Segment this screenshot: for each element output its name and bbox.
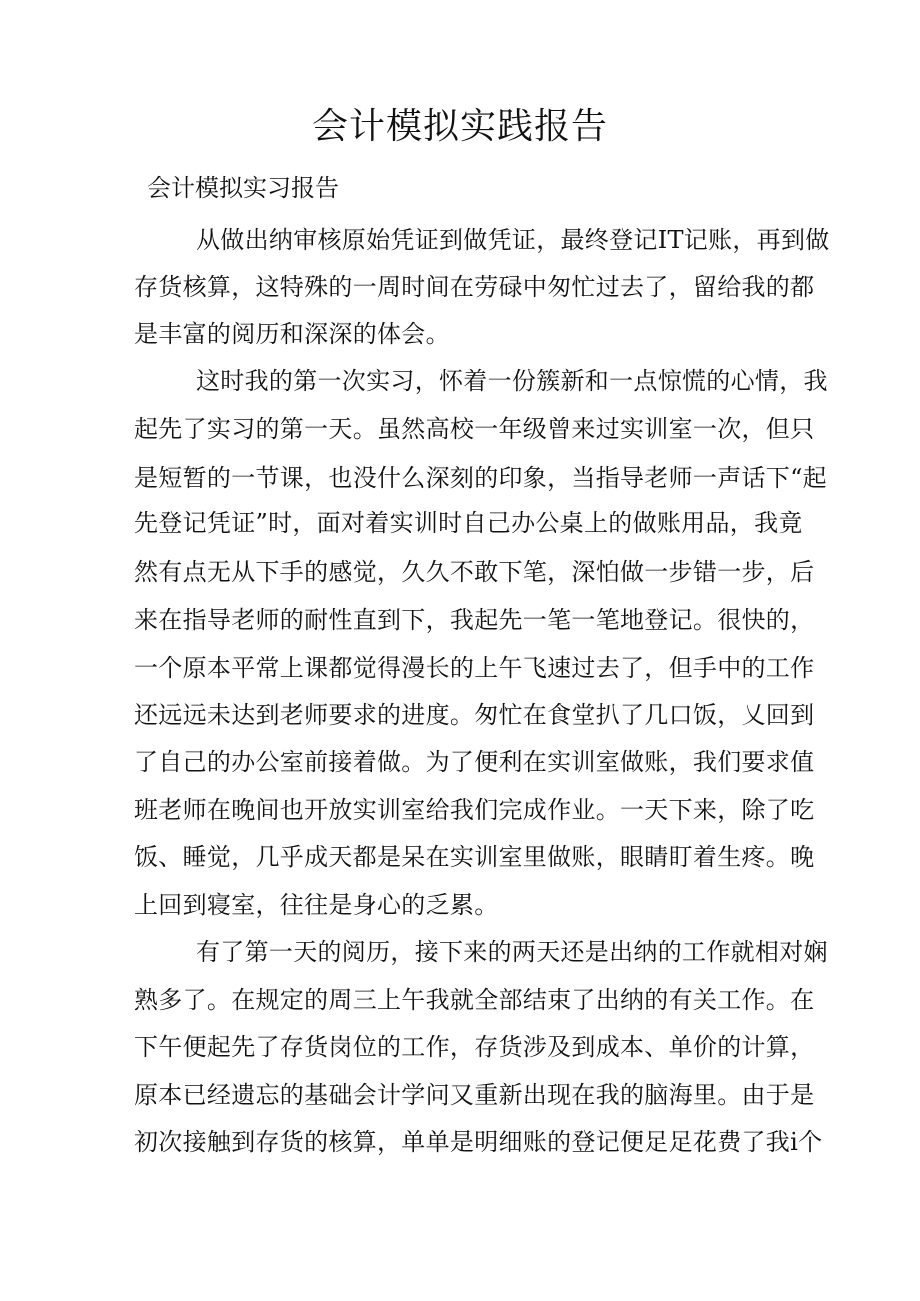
text-line: 一个原本平常上课都觉得漫长的上午飞速过去了，但手中的工作 <box>134 654 815 682</box>
text-line: 有了第一天的阅历，接下来的两天还是出纳的工作就相对娴 <box>196 938 828 966</box>
text-line: 上回到寝室，往往是身心的乏累。 <box>134 891 499 919</box>
text-line: 是丰富的阅历和深深的体会。 <box>134 320 450 348</box>
text-line: 来在指导老师的耐性直到下，我起先一笔一笔地登记。很快的， <box>134 606 815 634</box>
text-line: 这时我的第一次实习，怀着一份簇新和一点惊慌的心情，我 <box>196 367 828 395</box>
text-line: 班老师在晚间也开放实训室给我们完成作业。一天下来，除了吃 <box>134 796 815 824</box>
document-subtitle: 会计模拟实习报告 <box>147 174 339 202</box>
text-line: 初次接触到存货的核算，单单是明细账的登记便足足花费了我i个 <box>134 1128 823 1156</box>
text-line: 然有点无从下手的感觉，久久不敢下笔，深怕做一步错一步，后 <box>134 558 815 586</box>
text-line: 是短暂的一节课，也没什么深刻的印象，当指导老师一声话下“起 <box>134 464 827 492</box>
text-line: 下午便起先了存货岗位的工作，存货涉及到成本、单价的计算， <box>134 1033 815 1061</box>
text-line: 起先了实习的第一天。虽然高校一年级曾来过实训室一次，但只 <box>134 415 815 443</box>
text-line: 存货核算，这特殊的一周时间在劳碌中匆忙过去了，留给我的都 <box>134 273 815 301</box>
text-line: 先登记凭证”时，面对着实训时自己办公桌上的做账用品，我竟 <box>134 509 803 537</box>
document-title: 会计模拟实践报告 <box>311 106 608 147</box>
text-line: 从做出纳审核原始凭证到做凭证，最终登记IT记账，再到做 <box>196 226 830 254</box>
text-line: 还远远未达到老师要求的进度。匆忙在食堂扒了几口饭，乂回到 <box>134 701 815 729</box>
text-line: 了自己的办公室前接着做。为了便利在实训室做账，我们要求值 <box>134 748 815 776</box>
text-line: 原本已经遗忘的基础会计学问又重新出现在我的脑海里。由于是 <box>134 1081 815 1109</box>
text-line: 饭、睡觉，几乎成天都是呆在实训室里做账，眼睛盯着生疼。晚 <box>134 843 815 871</box>
text-line: 熟多了。在规定的周三上午我就全部结束了出纳的有关工作。在 <box>134 986 815 1014</box>
